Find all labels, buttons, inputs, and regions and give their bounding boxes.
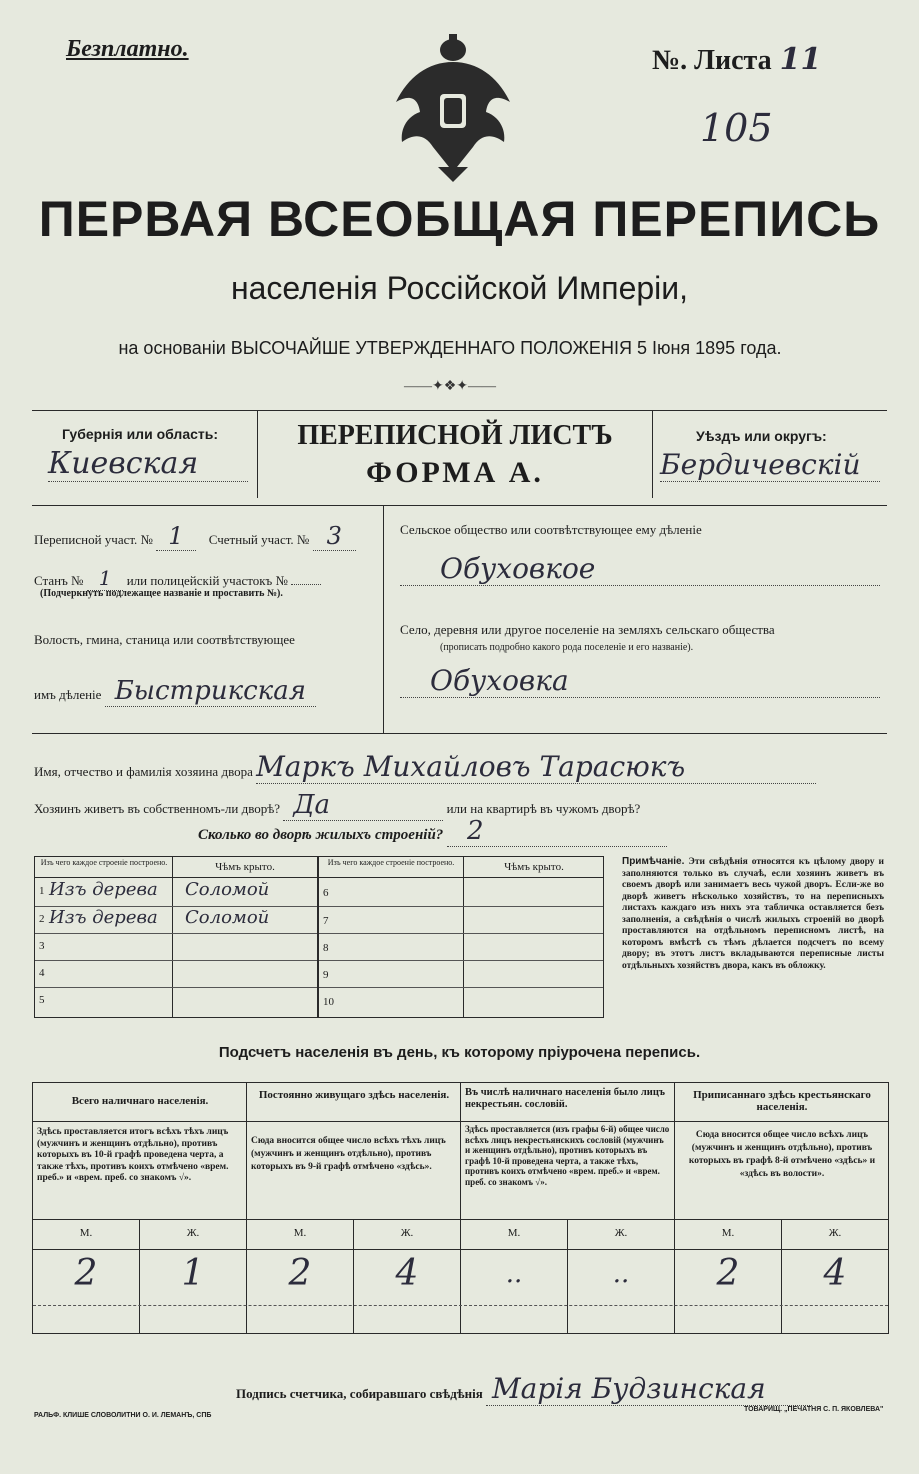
col-permanent-m-label: М. [293,1227,307,1239]
col-nonpeasant-f-value: .. [612,1259,630,1289]
village-note: (прописать подробно какого рода поселеніе и его названіе). [440,642,694,653]
col-nonpeasant-m-label: М. [507,1227,521,1239]
table-row: 10 [323,996,334,1008]
subtitle: населенія Россійской Имперіи, [230,270,689,306]
col-registered-title: Приписаннаго здѣсь крестьянскаго населенія. [693,1089,871,1113]
district-value: Бердичевскій [660,448,880,482]
note-block [622,856,884,972]
buildings-count-field: Сколько во дворѣ жилыхъ строеній? 2 [198,816,667,847]
coat-of-arms-icon [388,32,518,182]
free-label: Безплатно. [66,36,189,62]
table-row: 3 [35,934,317,961]
col-nonpeasant-desc: Здѣсь проставляется (изъ графы 6-й) общее число всѣхъ лицъ некрестьянскихъ сословій (мужчинъ и женщинъ отдѣльно), противъ которыхъ въ графѣ 10-й проведена черта, а также тѣхъ, противъ коихъ отмѣчено «врем. преб.» и «врем. преб. со знакомъ √». [465,1124,670,1187]
volost-label: Волость, гмина, станица или соотвѣтствующее [34,632,295,647]
col-nonpeasant-f-label: Ж. [614,1227,628,1239]
table-row: 8 [319,934,603,961]
col-total-title: Всего наличнаго населенія. [71,1095,209,1107]
stan-field: Станъ № 1 или полицейскій участокъ № [34,566,321,590]
material-header-right: Изъ чего каждое строеніе построено. [327,858,455,867]
col-permanent-f-label: Ж. [400,1227,414,1239]
volost-value: Быстрикская [105,676,316,707]
table-row: 1 Изъ дерева Соломой [35,879,317,907]
col-registered-f-value: 4 [823,1253,847,1294]
col-nonpeasant-m-value: .. [505,1259,523,1289]
village-value: Обуховка [400,664,880,698]
village-label: Село, деревня или другое поселеніе на земляхъ сельскаго общества [400,622,775,637]
table-row: 5 [39,994,45,1006]
col-total-f-label: Ж. [186,1227,200,1239]
sheet-number-value: 11 [779,42,822,77]
col-permanent-title: Постоянно живущаго здѣсь населенія. [258,1089,450,1101]
census-area-field: Переписной участ. № 1 Счетный участ. № 3 [34,522,356,550]
col-registered-f-label: Ж. [828,1227,842,1239]
handwritten-page-number: 105 [700,106,773,150]
stan-value: 1 [87,566,124,591]
col-nonpeasant-title: Въ числѣ наличнаго населенія было лицъ некрестьян. сословій. [465,1087,666,1110]
col-total-desc: Здѣсь проставляется итогъ всѣхъ тѣхъ лицъ (мужчинъ и женщинъ отдѣльно), противъ которыхъ въ 10-й графѣ проведена черта, а также тѣхъ, противъ коихъ отмѣчено «врем. преб.» и «врем. преб. со знакомъ √». [37,1127,229,1183]
owner-name-value: Маркъ Михайловъ Тарасюкъ [256,750,816,784]
footer-left: РАЛЬФ. КЛИШЕ СЛОВОЛИТНИ О. И. ЛЕМАНЪ, СПБ [34,1412,212,1419]
table-row: 2 Изъ дерева Соломой [35,907,317,934]
district-label: Уѣздъ или округъ: [696,428,827,444]
province-label: Губернія или область: [62,426,219,442]
signature-field: Подпись счетчика, собиравшаго свѣдѣнія Марія Будзинская [236,1372,812,1406]
roof-header-left: Чѣмъ крыто. [215,861,275,873]
population-count-table [32,1082,889,1334]
society-label: Сельское общество или соотвѣтствующее ему дѣленіе [400,522,702,537]
ornament-divider: ——✦❖✦—— [403,379,496,394]
police-note: (Подчеркнуть подлежащее названіе и проставить №). [40,588,283,599]
buildings-count-value: 2 [447,816,667,847]
legal-basis: на основаніи ВЫСОЧАЙШЕ УТВЕРЖДЕННАГО ПОЛОЖЕНІЯ 5 Іюня 1895 года. [118,338,782,358]
col-permanent-m-value: 2 [288,1253,312,1294]
buildings-rows-left [35,879,317,1014]
col-total-f-value: 1 [181,1253,205,1294]
col-total-m-value: 2 [74,1253,98,1294]
volost-field: имъ дѣленіе Быстрикская [34,676,316,706]
col-permanent-desc: Сюда вносится общее число всѣхъ тѣхъ лицъ (мужчинъ и женщинъ отдѣльно), противъ которыхъ въ 9-й графѣ отмѣчено «здѣсь». [251,1136,446,1172]
roof-header-right: Чѣмъ крыто. [504,861,564,873]
signature-value: Марія Будзинская [486,1372,812,1406]
col-permanent-f-value: 4 [395,1253,419,1294]
material-header-left: Изъ чего каждое строеніе построено. [40,858,168,867]
province-value: Киевская [48,446,248,482]
table-row: 9 [319,961,603,988]
main-title: ПЕРВАЯ ВСЕОБЩАЯ ПЕРЕПИСЬ [38,191,881,247]
buildings-rows-right [319,879,603,1014]
sheet-number-label: №. Листа 11 [652,42,822,77]
buildings-table [34,856,604,1018]
society-value: Обуховкое [400,552,880,586]
counting-area-value: 3 [313,522,356,551]
form-subtitle: ФОРМА А. [366,456,544,489]
note-text: Эти свѣдѣнія относятся къ цѣлому двору и заполняются только въ случаѣ, если хозяинъ живетъ въ своемъ дворѣ или занимаетъ весь чужой дворъ. Если-же во дворѣ живетъ нѣсколько хозяйствъ, то на переписныхъ листахъ каждаго изъ нихъ эта табличка оставляется безъ заполненія, а свѣдѣнія о числѣ жилыхъ строеній во дворѣ проставляются на отдѣльномъ переписномъ листѣ, на которомъ вмѣстѣ съ тѣмъ дѣлается подсчетъ по всему двору; въ этотъ листъ вкладываются переписные листы отдѣльныхъ хозяйствъ двора, какъ въ обложку. [622,857,884,971]
form-title: ПЕРЕПИСНОЙ ЛИСТЪ [297,420,613,451]
col-registered-m-value: 2 [716,1253,740,1294]
owner-name-field: Имя, отчество и фамилія хозяина двора Маркъ Михайловъ Тарасюкъ [34,750,816,784]
table-row: 7 [319,907,603,934]
col-total-m-label: М. [79,1227,93,1239]
col-registered-desc: Сюда вносится общее число всѣхъ лицъ (мужчинъ и женщинъ отдѣльно), противъ которыхъ въ графѣ 8-й отмѣчено «здѣсь» и «здѣсь въ волости». [688,1130,876,1179]
count-heading: Подсчетъ населенія въ день, къ которому пріурочена перепись. [218,1044,701,1061]
col-registered-m-label: М. [721,1227,735,1239]
owner-own-value: Да [283,790,443,821]
table-row: 6 [319,879,603,907]
census-area-value: 1 [156,522,195,551]
note-label: Примѣчаніе. [622,856,685,867]
footer-right: ТОВАРИЩ. „ПЕЧАТНЯ С. П. ЯКОВЛЕВА" [744,1406,884,1413]
table-row: 4 [35,961,317,988]
owner-own-field: Хозяинъ живетъ въ собственномъ-ли дворѣ? Да или на квартирѣ въ чужомъ дворѣ? [34,790,641,820]
